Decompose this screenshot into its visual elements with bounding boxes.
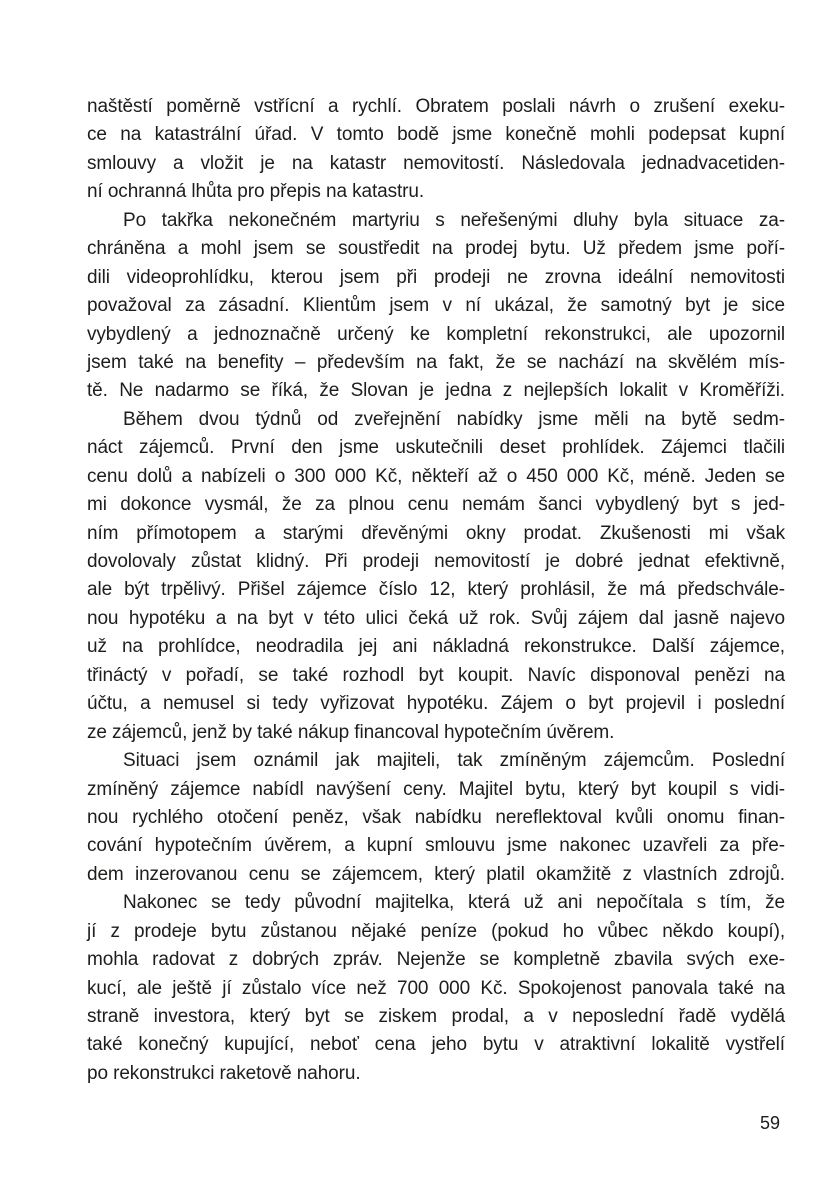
text-line: mi dokonce vysmál, že za plnou cenu nemám šanci vybydlený byt s jed- [87,494,785,516]
text-line: také konečný kupující, neboť cena jeho bytu v atraktivní lokalitě vystřelí [87,1034,785,1056]
text-line: mohla radovat z dobrých zpráv. Nejenže se kompletně zbavila svých exe- [87,949,785,971]
text-line: cenu dolů a nabízeli o 300 000 Kč, někteří až o 450 000 Kč, méně. Jeden se [87,465,785,487]
text-line: straně investora, který byt se ziskem prodal, a v neposlední řadě vydělá [87,1006,785,1027]
text-line: naštěstí poměrně vstřícní a rychlí. Obratem poslali návrh o zrušení exeku- [87,96,785,117]
text-line: po rekonstrukci raketově nahoru. [87,1062,361,1084]
text-line: Situaci jsem oznámil jak majiteli, tak zmíněným zájemcům. Poslední [123,750,785,772]
body-text [87,93,785,1088]
text-line: Nakonec se tedy původní majitelka, která už ani nepočítala s tím, že [123,892,785,914]
text-line: jí z prodeje bytu zůstanou nějaké peníze (pokud ho vůbec někdo koupí), [87,920,785,942]
text-line: dovolovaly zůstat klidný. Při prodeji nemovitostí je dobré jednat efektivně, [87,551,785,572]
text-line: ním přímotopem a starými dřevěnými okny prodat. Zkušenosti mi však [87,522,785,544]
text-line: Během dvou týdnů od zveřejnění nabídky jsme měli na bytě sedm- [123,408,785,430]
text-line: považoval za zásadní. Klientům jsem v ní ukázal, že samotný byt je sice [87,295,785,317]
text-line: jsem také na benefity – především na fakt, že se nachází na skvělém mís- [87,351,785,373]
text-line: třináctý v pořadí, se také rozhodl byt koupit. Navíc disponoval penězi na [87,664,785,686]
text-line: nou hypotéku a na byt v této ulici čeká už rok. Svůj zájem dal jasně najevo [87,607,785,629]
text-line: vybydlený a jednoznačně určený ke kompletní rekonstrukci, ale upozornil [87,323,785,345]
text-line: dem inzerovanou cenu se zájemcem, který platil okamžitě z vlastních zdrojů. [87,863,785,885]
text-line: náct zájemců. První den jsme uskutečnili deset prohlídek. Zájemci tlačili [87,437,785,459]
text-line: cování hypotečním úvěrem, a kupní smlouvu jsme nakonec uzavřeli za pře- [87,835,785,857]
text-line: Po takřka nekonečném martyriu s neřešenými dluhy byla situace za- [123,209,785,231]
text-line: ce na katastrální úřad. V tomto bodě jsme konečně mohli podepsat kupní [87,124,785,146]
text-line: tě. Ne nadarmo se říká, že Slovan je jedna z nejlepších lokalit v Kroměříži. [87,380,785,402]
text-line: smlouvy a vložit je na katastr nemovitostí. Následovala jednadvacetiden- [87,152,785,174]
text-line: kucí, ale ještě jí zůstalo více než 700 000 Kč. Spokojenost panovala také na [87,977,785,999]
text-line: ale být trpělivý. Přišel zájemce číslo 12, který prohlásil, že má předschvále- [87,579,785,601]
text-line: dili videoprohlídku, kterou jsem při prodeji ne zrovna ideální nemovitosti [87,266,785,288]
text-line: chráněna a mohl jsem se soustředit na prodej bytu. Už předem jsme poří- [87,238,785,260]
text-line: zmíněný zájemce nabídl navýšení ceny. Majitel bytu, který byt koupil s vidi- [87,778,785,800]
text-line: už na prohlídce, neodradila jej ani nákladná rekonstrukce. Další zájemce, [87,636,785,658]
text-line: účtu, a nemusel si tedy vyřizovat hypotéku. Zájem o byt projevil i poslední [87,693,785,715]
text-line: ze zájemců, jenž by také nákup financoval hypotečním úvěrem. [87,721,615,743]
text-line: nou rychlého otočení peněz, však nabídku nereflektoval kvůli onomu finan- [87,806,785,828]
text-line: ní ochranná lhůta pro přepis na katastru. [87,181,425,203]
page-number: 59 [760,1113,781,1133]
